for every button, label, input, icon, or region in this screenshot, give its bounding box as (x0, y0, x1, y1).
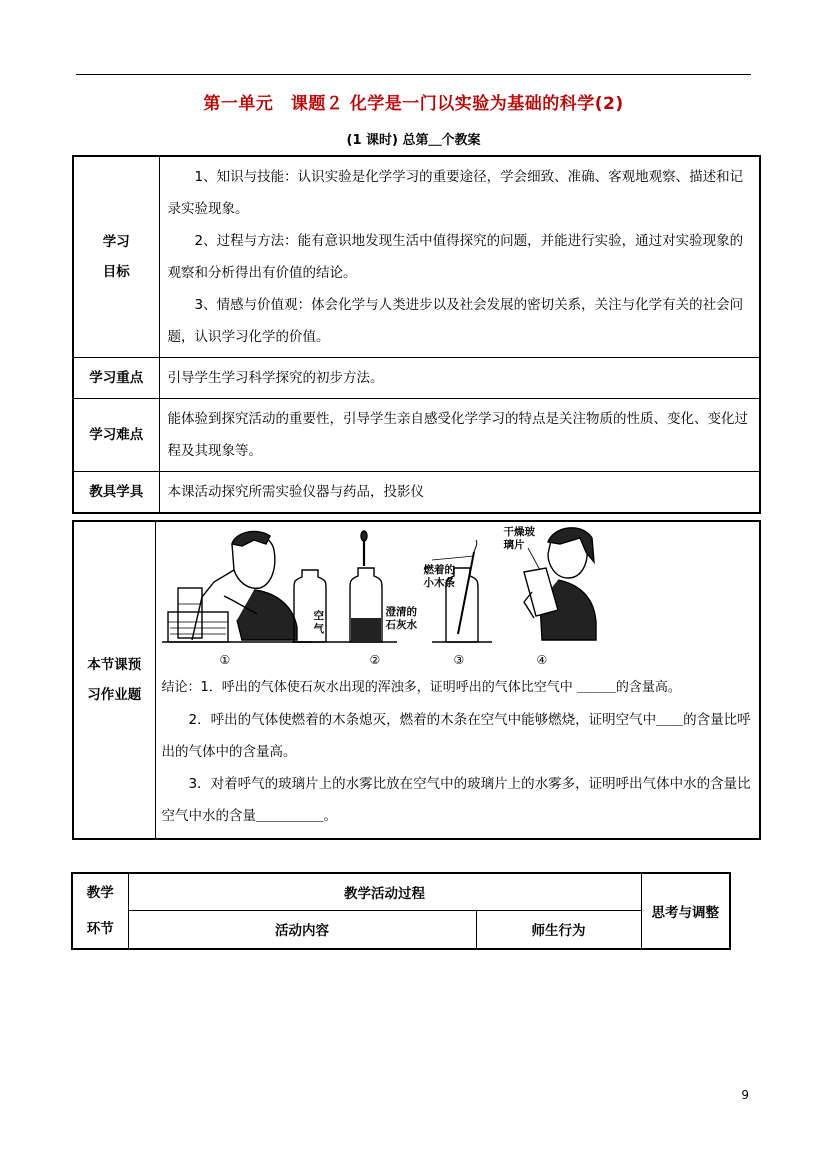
experiment-illustration (162, 522, 754, 672)
limewater-liquid (351, 618, 381, 641)
tools-row (73, 472, 760, 514)
lesson-plan-table (72, 155, 761, 514)
page-number: 9 (741, 1088, 749, 1102)
glass-slide (524, 568, 558, 616)
objectives-label: 学习 目标 (73, 156, 159, 358)
reflection-header: 思考与调整 (641, 873, 730, 949)
objective-values: 3、情感与价值观：体会化学与人类进步以及社会发展的密切关系，关注与化学有关的社会问题，认识学习化学的价值。 (167, 297, 744, 345)
process-header: 教学活动过程 (128, 873, 641, 910)
figure-number-2: ② (369, 653, 381, 667)
experiment-drawing (162, 522, 762, 672)
tools-label: 教具学具 (73, 472, 159, 514)
figure-number-1: ① (219, 653, 231, 667)
behavior-header: 师生行为 (476, 910, 641, 949)
teaching-process-table (71, 872, 731, 950)
person-1-body (237, 590, 297, 640)
conclusion-2: 2．呼出的气体使燃着的木条熄灭，燃着的木条在空气中能够燃烧，证明空气中＿＿的含量比呼出的气体中的含量高。 (161, 712, 751, 760)
glass-slide-label: 干燥玻 璃片 (503, 526, 535, 551)
objectives-content (159, 156, 760, 358)
burning-stick (458, 552, 474, 634)
objective-knowledge: 1、知识与技能：认识实验是化学学习的重要途径，学会细致、准确、客观地观察、描述和记录实验现象。 (167, 169, 744, 217)
objectives-row (73, 156, 760, 358)
content-header: 活动内容 (128, 910, 476, 949)
air-label: 空 气 (313, 610, 324, 635)
header-rule (76, 74, 751, 75)
preview-homework-table (72, 520, 761, 840)
key-point-content: 引导学生学习科学探究的初步方法。 (159, 358, 760, 399)
page-subtitle: (1 课时) 总第＿个教案 (346, 133, 481, 148)
stage-label: 教学 环节 (72, 873, 128, 949)
burning-stick-label: 燃着的 小木条 (423, 564, 455, 589)
key-point-label: 学习重点 (73, 358, 159, 399)
page-title: 第一单元 课题２ 化学是一门以实验为基础的科学(2) (203, 94, 624, 114)
conclusions (162, 672, 754, 832)
difficulty-label: 学习难点 (73, 399, 159, 472)
conclusion-3: 3．对着呼气的玻璃片上的水雾比放在空气中的玻璃片上的水雾多，证明呼出气体中水的含量比空气中水的含量＿＿＿＿＿。 (161, 776, 751, 824)
limewater-label: 澄清的 石灰水 (385, 606, 417, 631)
person-1-hair (232, 531, 270, 546)
difficulty-row (73, 399, 760, 472)
preview-label: 本节课预 习作业题 (73, 521, 155, 839)
preview-content (155, 521, 760, 839)
objective-process: 2、过程与方法：能有意识地发现生活中值得探究的问题，并能进行实验，通过对实验现象的观察和分析得出有价值的结论。 (167, 233, 744, 281)
tools-content: 本课活动探究所需实验仪器与药品，投影仪 (159, 472, 760, 514)
figure-number-3: ③ (453, 653, 465, 667)
key-point-row (73, 358, 760, 399)
difficulty-content: 能体验到探究活动的重要性，引导学生亲自感受化学学习的特点是关注物质的性质、变化、变化过程及其现象等。 (159, 399, 760, 472)
conclusion-1: 结论：1．呼出的气体使石灰水出现的浑浊多，证明呼出的气体比空气中 ＿＿＿的含量高。 (161, 680, 681, 695)
figure-number-4: ④ (536, 653, 548, 667)
